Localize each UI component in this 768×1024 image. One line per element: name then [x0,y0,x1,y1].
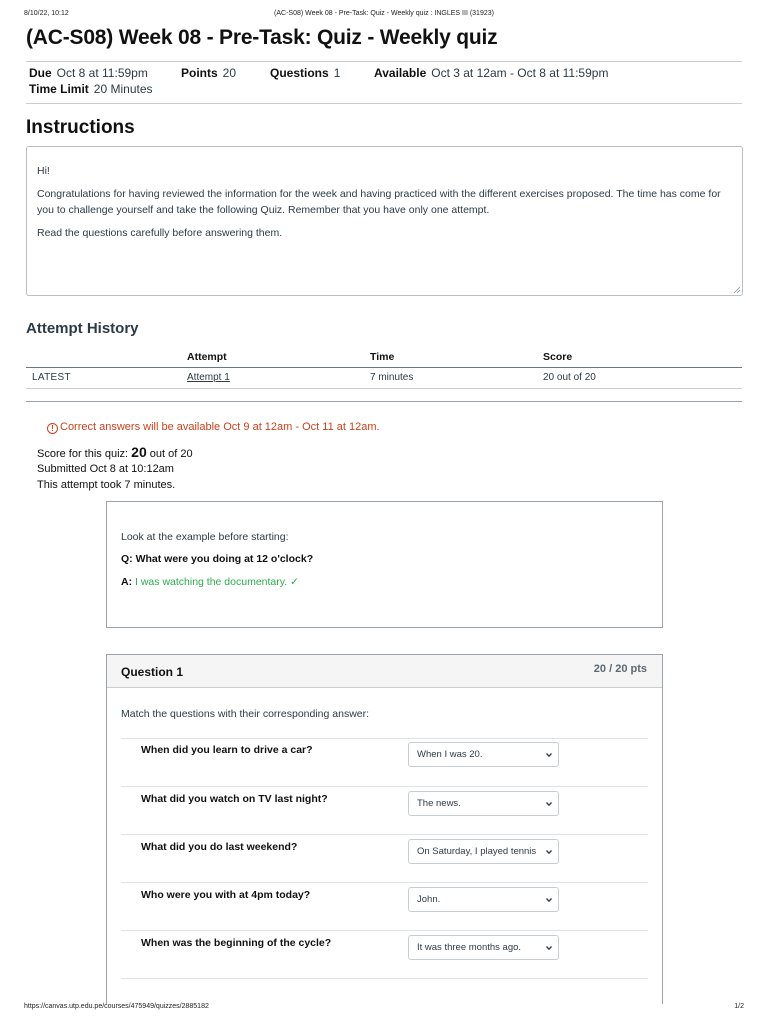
chevron-down-icon [545,848,553,856]
instructions-note: Read the questions carefully before answering them. [37,227,283,239]
meta-questions [270,66,340,80]
question-title: Question 1 [121,665,184,679]
answer-select-value: When I was 20. [417,749,483,760]
section-divider [26,401,742,402]
col-header-attempt: Attempt [187,351,227,363]
row-label-latest: LATEST [32,372,71,383]
meta-available [374,66,608,80]
print-title: (AC-S08) Week 08 - Pre-Task: Quiz - Weekly quiz : INGLES III (31923) [274,10,494,17]
example-answer-text: I was watching the documentary. ✓ [135,576,299,588]
col-header-time: Time [370,351,395,363]
example-answer [121,576,299,588]
warning-circle-icon: ! [47,423,58,434]
row-divider [121,882,648,883]
meta-points-value: 20 [222,66,237,80]
submitted-time: Submitted Oct 8 at 10:12am [37,463,174,475]
example-intro: Look at the example before starting: [121,531,289,543]
match-question: Who were you with at 4pm today? [141,889,311,901]
example-answer-label: A: [121,576,133,588]
quiz-score [37,444,193,460]
meta-due-value: Oct 8 at 11:59pm [56,66,148,80]
match-question: What did you do last weekend? [141,841,298,853]
row-divider [121,978,648,979]
meta-available-value: Oct 3 at 12am - Oct 8 at 11:59pm [431,66,609,80]
answer-select[interactable] [408,791,559,816]
col-header-score: Score [543,351,573,363]
answer-select-value: The news. [417,798,461,809]
meta-time-limit-value: 20 Minutes [93,82,153,96]
match-question: When did you learn to drive a car? [141,744,313,756]
print-footer [24,1003,744,1015]
score-suffix: out of 20 [149,448,193,460]
table-row-divider [26,388,742,389]
score-value: 20 [131,444,147,460]
instructions-body: Congratulations for having reviewed the information for the week and having practiced with the different exercises proposed. The time has come for you to challenge yourself and take the following Quiz. Remember that you have only one attempt. [37,188,721,216]
meta-points [181,66,236,80]
match-row [121,738,648,786]
table-header-divider [26,367,742,368]
print-header [24,10,744,22]
meta-points-label: Points [181,66,218,80]
match-question: What did you watch on TV last night? [141,793,328,805]
print-url: https://canvas.utp.edu.pe/courses/475949/quizzes/2885182 [24,1003,209,1010]
match-row [121,834,648,882]
answer-select[interactable] [408,935,559,960]
answer-select-value: It was three months ago. [417,942,522,953]
attempt-history-heading: Attempt History [26,320,139,337]
instructions-box[interactable] [26,146,743,296]
answer-select[interactable] [408,839,559,864]
score-prefix: Score for this quiz: [37,448,129,460]
instructions-greeting: Hi! [37,165,50,177]
match-row [121,786,648,834]
meta-due [29,66,148,80]
row-time: 7 minutes [370,372,414,383]
row-divider [121,930,648,931]
quiz-meta [26,61,742,104]
meta-questions-label: Questions [270,66,329,80]
match-question: When was the beginning of the cycle? [141,937,332,949]
chevron-down-icon [545,751,553,759]
resize-grip-icon[interactable] [733,286,740,293]
chevron-down-icon [545,896,553,904]
question-prompt: Match the questions with their corresponding answer: [121,708,370,720]
answer-select[interactable] [408,887,559,912]
correct-answers-notice [47,421,380,434]
question-points: 20 / 20 pts [593,663,647,675]
row-divider [121,834,648,835]
meta-questions-value: 1 [333,66,341,80]
instructions-heading: Instructions [26,117,135,138]
attempt-history-table [26,345,742,389]
page-title: (AC-S08) Week 08 - Pre-Task: Quiz - Weekly quiz [26,26,498,49]
row-divider [121,786,648,787]
answer-select-value: On Saturday, I played tennis [417,846,537,857]
example-box [106,501,663,628]
notice-text: Correct answers will be available Oct 9 at 12am - Oct 11 at 12am. [60,421,380,433]
answer-select[interactable] [408,742,559,767]
match-row [121,882,648,930]
chevron-down-icon [545,944,553,952]
row-divider [121,738,648,739]
meta-time-limit [29,82,153,96]
question-header [107,655,662,688]
print-page-number: 1/2 [734,1003,744,1010]
chevron-down-icon [545,800,553,808]
row-score: 20 out of 20 [543,372,596,383]
match-row [121,930,648,978]
attempt-duration: This attempt took 7 minutes. [37,479,176,491]
match-row [121,978,648,1024]
meta-available-label: Available [374,66,427,80]
meta-due-label: Due [29,66,52,80]
answer-select-value: John. [417,894,441,905]
question-1 [106,654,663,1004]
example-question: Q: What were you doing at 12 o'clock? [121,553,314,565]
print-date: 8/10/22, 10:12 [24,10,69,17]
meta-time-limit-label: Time Limit [29,82,89,96]
attempt-1-link[interactable]: Attempt 1 [187,372,230,383]
